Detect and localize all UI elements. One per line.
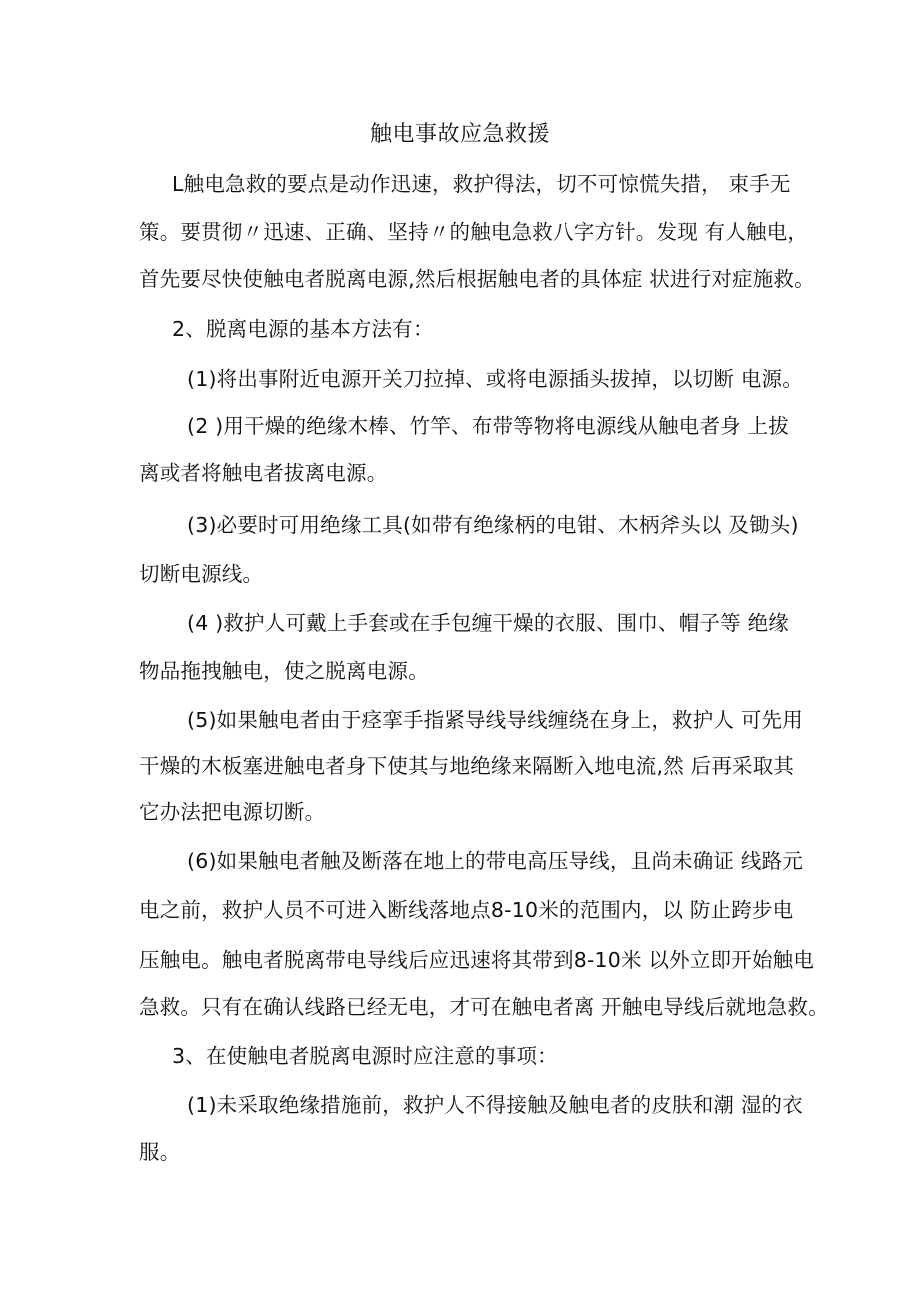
- paragraph-line: 服。: [139, 1140, 181, 1164]
- document-title: 触电事故应急救援: [369, 122, 550, 147]
- paragraph-line: (5)如果触电者由于痉挛手指紧导线导线缠绕在身上，救护人 可先用: [187, 708, 803, 732]
- paragraph-line: (2 )用干燥的绝缘木棒、竹竿、布带等物将电源线从触电者身 上拔: [187, 414, 789, 438]
- paragraph-line: 它办法把电源切断。: [139, 800, 326, 824]
- paragraph-line: (6)如果触电者触及断落在地上的带电高压导线，且尚未确证 线路元: [187, 849, 803, 873]
- paragraph-line: (1)将出事附近电源开关刀拉掉、或将电源插头拔掉，以切断 电源。: [187, 367, 803, 391]
- paragraph-line: 电之前，救护人员不可进入断线落地点8-10米的范围内，以 防止跨步电: [139, 898, 794, 922]
- section-heading: 2、脱离电源的基本方法有：: [172, 317, 434, 341]
- paragraph-line: 压触电。触电者脱离带电导线后应迅速将其带到8-10米 以外立即开始触电: [139, 948, 815, 972]
- paragraph-line: 离或者将触电者拔离电源。: [139, 461, 388, 485]
- paragraph-line: 切断电源线。: [139, 562, 264, 586]
- paragraph-line: (3)必要时可用绝缘工具(如带有绝缘柄的电钳、木柄斧头以 及锄头): [187, 513, 799, 537]
- paragraph-line: 急救。只有在确认线路已经无电，才可在触电者离 开触电导线后就地急救。: [139, 995, 829, 1019]
- paragraph-line: 策。要贯彻〃迅速、正确、坚持〃的触电急救八字方针。发现 有人触电，: [139, 220, 809, 244]
- paragraph-line: (4 )救护人可戴上手套或在手包缠干燥的衣服、围巾、帽子等 绝缘: [187, 611, 789, 635]
- paragraph-line: 物品拖拽触电，使之脱离电源。: [139, 659, 429, 683]
- paragraph-line: L触电急救的要点是动作迅速，救护得法，切不可惊慌失措， 束手无: [172, 172, 791, 196]
- paragraph-line: 首先要尽快使触电者脱离电源,然后根据触电者的具体症 状进行对症施救。: [139, 267, 815, 291]
- paragraph-line: (1)未采取绝缘措施前，救护人不得接触及触电者的皮肤和潮 湿的衣: [187, 1093, 803, 1117]
- section-heading: 3、在使触电者脱离电源时应注意的事项：: [172, 1044, 558, 1068]
- paragraph-line: 干燥的木板塞进触电者身下使其与地绝缘来隔断入地电流,然 后再采取其: [139, 754, 795, 778]
